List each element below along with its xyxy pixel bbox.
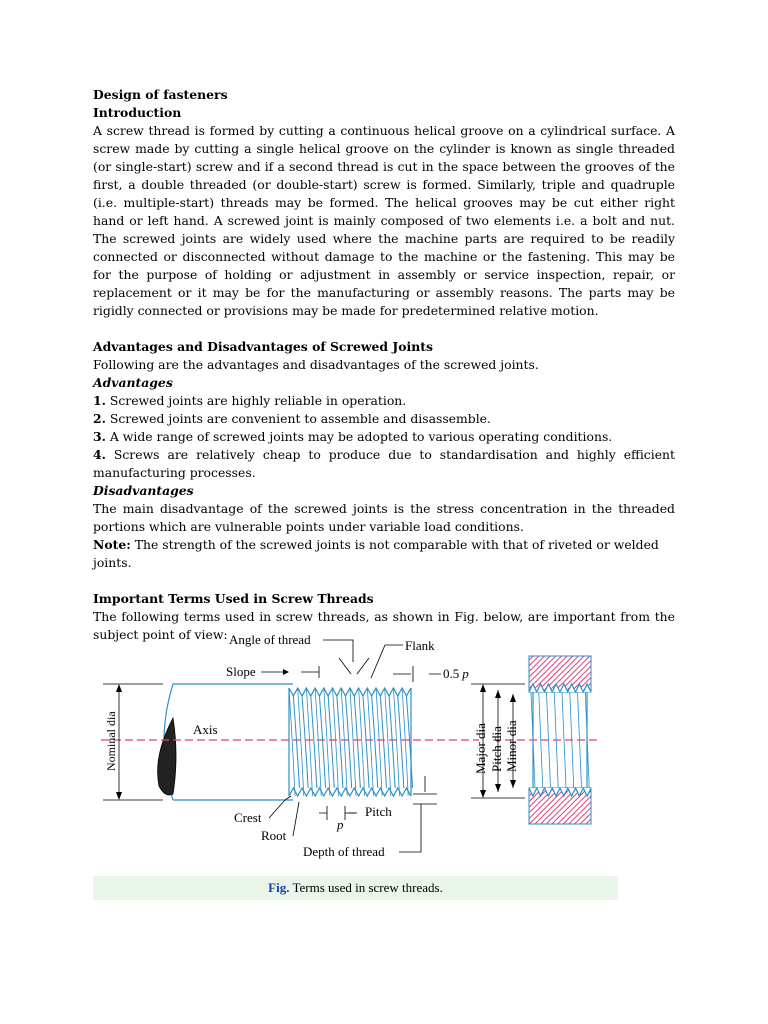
pitch-label: Pitch: [365, 804, 392, 819]
advantage-item: [93, 410, 675, 428]
half-pitch-label: 0.5 p: [443, 666, 469, 681]
advantages-label: Advantages: [93, 375, 173, 390]
thread-lines: [289, 688, 413, 796]
figure-caption-label: Fig.: [268, 880, 290, 895]
pitch-dia-label: Pitch dia: [489, 726, 504, 772]
spacer: [93, 320, 675, 338]
advantage-number: 3.: [93, 429, 106, 444]
nominal-dia-label: Nominal dia: [104, 711, 118, 771]
flank-label: Flank: [405, 638, 435, 653]
bolt-body: [158, 684, 293, 800]
disadvantages-text: The main disadvantage of the screwed joints is the stress concentration in the threaded portions which are vulnerable points under variable load conditions.: [93, 501, 675, 534]
advantage-text: Screws are relatively cheap to produce due to standardisation and highly efficient manufacturing processes.: [93, 447, 675, 480]
minor-dia-label: Minor dia: [504, 720, 519, 772]
terms-lead: The following terms used in screw threads, as shown in Fig. below, are important from the subject point of view:: [93, 609, 675, 642]
screw-thread-diagram: [93, 626, 623, 876]
advantage-item: [93, 446, 675, 482]
axis-label: Axis: [193, 722, 218, 737]
major-dia-label: Major dia: [473, 723, 488, 774]
depth-of-thread-label: Depth of thread: [303, 844, 385, 859]
intro-heading: Introduction: [93, 105, 182, 120]
advantage-number: 1.: [93, 393, 106, 408]
screw-thread-figure: [93, 626, 623, 876]
advantages-section-heading: Advantages and Disadvantages of Screwed Joints: [93, 339, 433, 354]
note-text: The strength of the screwed joints is not comparable with that of riveted or welded joints.: [93, 537, 659, 570]
note: [93, 536, 675, 572]
pitch-var-label: p: [337, 817, 344, 832]
thread-root-profile: [289, 788, 411, 796]
bolt-end-section: [158, 718, 176, 795]
disadvantages-label: Disadvantages: [93, 483, 194, 498]
terms-section-heading: Important Terms Used in Screw Threads: [93, 591, 374, 606]
document-body: [93, 86, 675, 644]
slope-label: Slope: [226, 664, 256, 679]
advantages-lead: Following are the advantages and disadvantages of the screwed joints.: [93, 357, 539, 372]
advantage-text: Screwed joints are highly reliable in operation.: [105, 393, 407, 408]
figure-caption: [93, 876, 618, 900]
figure-caption-text: Terms used in screw threads.: [289, 880, 443, 895]
root-label: Root: [261, 828, 287, 843]
advantage-item: [93, 392, 675, 410]
advantage-number: 2.: [93, 411, 106, 426]
angle-of-thread-label: Angle of thread: [229, 632, 311, 647]
intro-paragraph: A screw thread is formed by cutting a continuous helical groove on a cylindrical surface. A screw made by cutting a single helical groove on the cylinder is known as single threaded (or single-start) screw and if a second thread is cut in the space between the grooves of the first, a double threaded (or double-start) screw is formed. Similarly, triple and quadruple (i.e. multiple-start) threads may be formed. The helical grooves may be cut either right hand or left hand. A screwed joint is mainly composed of two elements i.e. a bolt and nut. The screwed joints are widely used where the machine parts are required to be readily connected or disconnected without damage to the machine or the fastening. This may be for the purpose of holding or adjustment in assembly or service inspection, repair, or replacement or it may be for the manufacturing or assembly reasons. The parts may be rigidly connected or provisions may be made for predetermined relative motion.: [93, 123, 675, 318]
document-title: Design of fasteners: [93, 87, 228, 102]
advantage-item: [93, 428, 675, 446]
crest-label: Crest: [234, 810, 262, 825]
note-label: Note:: [93, 537, 131, 552]
spacer: [93, 572, 675, 590]
advantage-text: A wide range of screwed joints may be adopted to various operating conditions.: [105, 429, 613, 444]
advantage-number: 4.: [93, 447, 106, 462]
advantage-text: Screwed joints are convenient to assemble and disassemble.: [105, 411, 491, 426]
